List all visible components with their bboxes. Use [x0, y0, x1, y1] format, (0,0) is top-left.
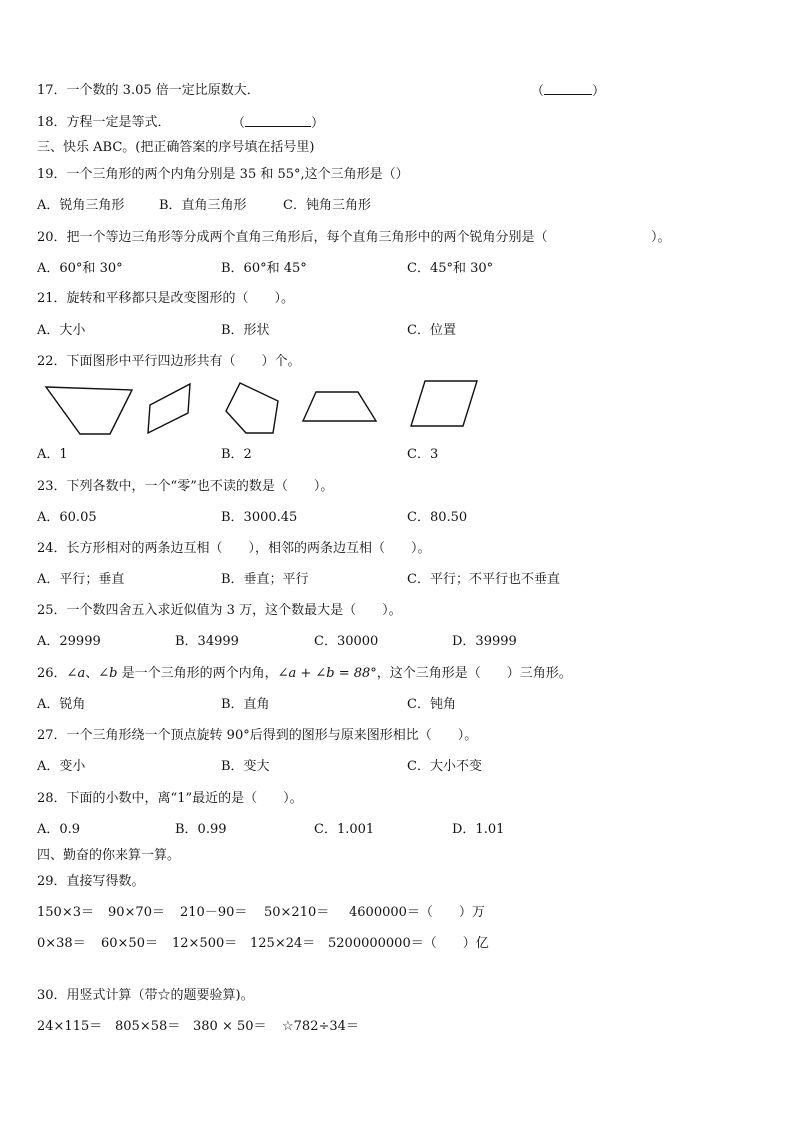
- q23-option-a[interactable]: A．60.05: [37, 510, 97, 525]
- calc-item: 380 × 50＝: [193, 1019, 267, 1034]
- calc-item: 60×50＝: [101, 936, 158, 951]
- q27-option-c[interactable]: C．大小不变: [407, 759, 482, 774]
- q26-option-b[interactable]: B．直角: [221, 697, 270, 712]
- q20-option-c[interactable]: C．45°和 30°: [407, 261, 494, 276]
- q23-option-c[interactable]: C．80.50: [407, 510, 468, 525]
- parallelogram-shape-2: [411, 381, 477, 426]
- calc-item: 5200000000＝（ ）亿: [328, 936, 489, 951]
- trapezoid-shape-2: [303, 392, 376, 421]
- calc-item: 12×500＝: [172, 936, 238, 951]
- q21-option-a[interactable]: A．大小: [37, 323, 86, 338]
- calc-item: 90×70＝: [108, 905, 165, 920]
- q28-option-b[interactable]: B．0.99: [175, 822, 227, 837]
- q26-text: [37, 666, 572, 682]
- q24-option-c[interactable]: C．平行；不平行也不垂直: [407, 572, 560, 587]
- q24-option-a[interactable]: A．平行；垂直: [37, 572, 125, 587]
- q27-text: 27．一个三角形绕一个顶点旋转 90°后得到的图形与原来图形相比（ ）。: [37, 728, 478, 743]
- calc-item: 125×24＝: [250, 936, 316, 951]
- paren-open: （: [531, 84, 545, 99]
- q17-text: 17．一个数的 3.05 倍一定比原数大．: [37, 83, 260, 98]
- q25-option-c[interactable]: C．30000: [314, 634, 379, 649]
- q26-post-text: ，这个三角形是（ ）三角形。: [376, 666, 572, 681]
- section-3-heading: 三、快乐 ABC。(把正确答案的序号填在括号里): [37, 140, 315, 155]
- q22-option-b[interactable]: B．2: [221, 447, 252, 462]
- calc-item: ☆782÷34＝: [282, 1019, 359, 1034]
- paren-open: （: [232, 116, 246, 131]
- q25-option-b[interactable]: B．34999: [175, 634, 239, 649]
- pentagon-shape: [226, 383, 278, 433]
- q27-option-a[interactable]: A．变小: [37, 759, 86, 774]
- q28-option-c[interactable]: C．1.001: [314, 822, 375, 837]
- q19-option-a[interactable]: A．锐角三角形: [37, 198, 125, 213]
- q25-text: 25．一个数四舍五入求近似值为 3 万，这个数最大是（ ）。: [37, 603, 402, 618]
- calc-item: 805×58＝: [115, 1019, 181, 1034]
- q23-text: 23．下列各数中，一个“零”也不读的数是（ ）。: [37, 479, 334, 494]
- q21-option-b[interactable]: B．形状: [221, 323, 270, 338]
- q28-text: 28．下面的小数中，离“1”最近的是（ ）。: [37, 791, 303, 806]
- q30-text: 30．用竖式计算（带☆的题要验算)。: [37, 988, 254, 1003]
- q20-text: 20．把一个等边三角形等分成两个直角三角形后，每个直角三角形中的两个锐角分别是（: [37, 230, 548, 245]
- q26-separator: 、: [85, 666, 99, 681]
- q19-text: 19．一个三角形的两个内角分别是 35 和 55°,这个三角形是（）: [37, 167, 409, 182]
- q19-option-b[interactable]: B．直角三角形: [159, 198, 247, 213]
- q27-option-b[interactable]: B．变大: [221, 759, 270, 774]
- q18-text: 18．方程一定是等式．: [37, 115, 171, 130]
- q26-option-c[interactable]: C．钝角: [407, 697, 456, 712]
- calc-item: 0×38＝: [37, 936, 86, 951]
- q26-number: 26．: [37, 666, 67, 681]
- calc-item: 50×210＝: [264, 905, 330, 920]
- q23-option-b[interactable]: B．3000.45: [221, 510, 298, 525]
- calc-item: 24×115＝: [37, 1019, 103, 1034]
- q25-option-d[interactable]: D．39999: [452, 634, 517, 649]
- q28-option-a[interactable]: A．0.9: [37, 822, 81, 837]
- q22-option-a[interactable]: A．1: [37, 447, 68, 462]
- angle-b: ∠b: [98, 666, 118, 681]
- q21-option-c[interactable]: C．位置: [407, 323, 456, 338]
- angle-a: ∠a: [66, 666, 86, 681]
- q22-text: 22．下面图形中平行四边形共有（ ）个。: [37, 354, 301, 369]
- angle-equation: ∠a + ∠b = 88°: [277, 666, 377, 681]
- q25-option-a[interactable]: A．29999: [37, 634, 101, 649]
- q29-text: 29．直接写得数。: [37, 874, 145, 889]
- trapezoid-shape-1: [46, 387, 132, 434]
- section-4-heading: 四、勤奋的你来算一算。: [37, 848, 181, 863]
- q26-mid-text: 是一个三角形的两个内角，: [117, 666, 278, 681]
- q20-option-a[interactable]: A．60°和 30°: [37, 261, 123, 276]
- parallelogram-shape-1: [148, 384, 190, 433]
- calc-item: 4600000＝（ ）万: [349, 905, 485, 920]
- q22-option-c[interactable]: C．3: [407, 447, 439, 462]
- q26-option-a[interactable]: A．锐角: [37, 697, 86, 712]
- q28-option-d[interactable]: D．1.01: [452, 822, 505, 837]
- calc-item: 210－90＝: [180, 905, 248, 920]
- paren-close: ）: [311, 116, 325, 131]
- q24-option-b[interactable]: B．垂直；平行: [221, 572, 309, 587]
- calc-item: 150×3＝: [37, 905, 94, 920]
- q24-text: 24．长方形相对的两条边互相（ ），相邻的两条边互相（ ）。: [37, 541, 431, 556]
- q21-text: 21．旋转和平移都只是改变图形的（ ）。: [37, 291, 295, 306]
- q20-option-b[interactable]: B．60°和 45°: [221, 261, 307, 276]
- paren-close: ）: [592, 84, 606, 99]
- q19-option-c[interactable]: C．钝角三角形: [283, 198, 371, 213]
- q20-close-paren: ）。: [651, 230, 671, 245]
